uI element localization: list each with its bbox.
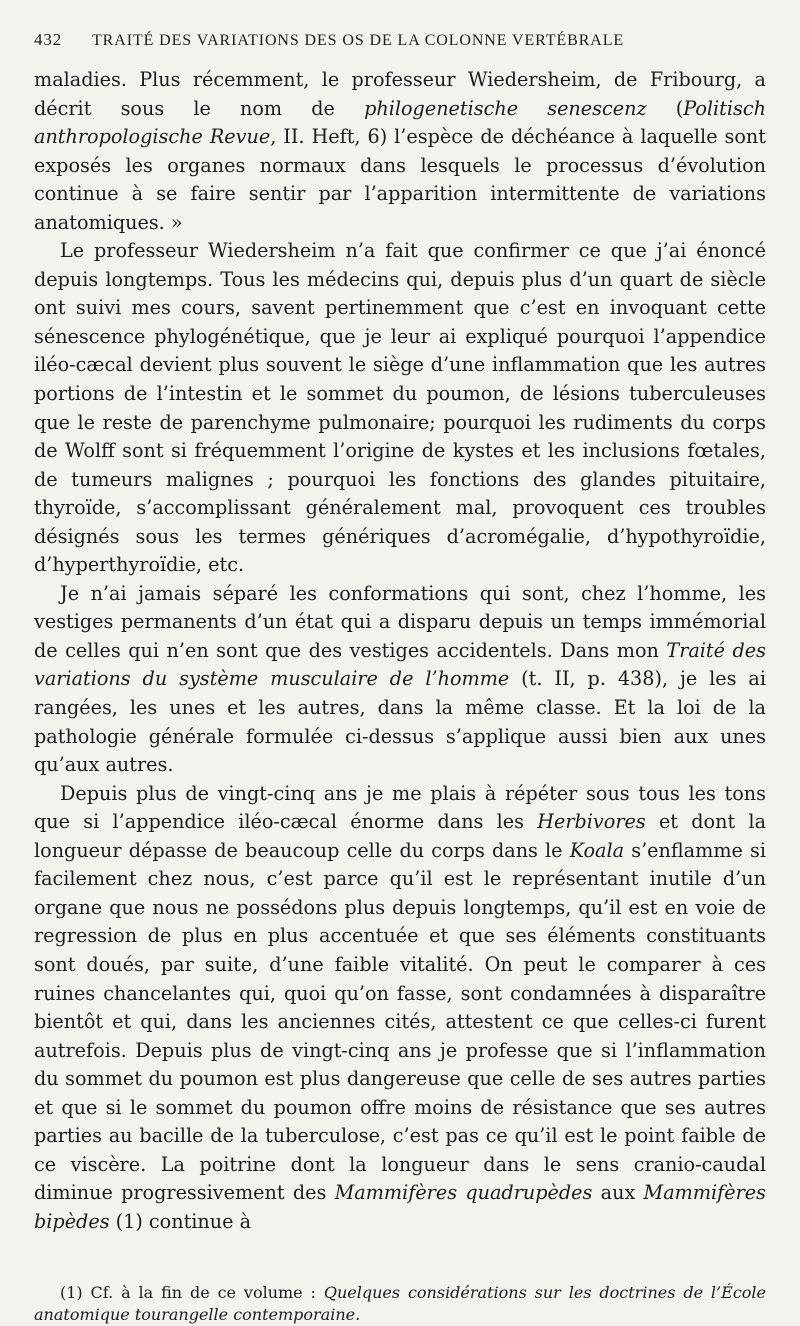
footnotes bbox=[34, 1282, 766, 1326]
text-run: Le professeur Wiedersheim n’a fait que confirmer ce que j’ai énoncé depuis longtemps. Tous les médecins qui, depuis plus d’un quart de siècle ont suivi mes cours, savent pertinemment que c’est en invoquant cette sénescence phylogénétique, que je leur ai expliqué pourquoi l’appendice iléo-cæcal devient plus souvent le siège d’une inflammation que les autres portions de l’intestin et le sommet du poumon, de lésions tuberculeuses que le reste de parenchyme pulmonaire; pourquoi les rudiments du corps de Wolff sont si fréquemment l’origine de kystes et les inclusions fœtales, de tumeurs malignes ; pourquoi les fonctions des glandes pituitaire, thyroïde, s’accomplissant généralement mal, provoquent ces troubles désignés sous les termes génériques d’acromégalie, d’hypothyroïdie, d’hyperthyroïdie, etc. bbox=[34, 239, 766, 577]
paragraph bbox=[34, 780, 766, 1237]
text-run: (1) continue à bbox=[109, 1209, 252, 1233]
footnote bbox=[34, 1282, 766, 1326]
italic-text: Quelques considérations sur les doctrines de l’École anatomique tourangelle contemporaine. bbox=[34, 1283, 766, 1325]
page-number: 432 bbox=[34, 30, 63, 49]
italic-text: Politisch anthropologische Revue bbox=[34, 96, 766, 149]
paragraph bbox=[34, 580, 766, 780]
text-run: Depuis plus de vingt-cinq ans je me plais à répéter sous tous les tons que si l’appendice iléo-cæcal énorme dans les bbox=[34, 781, 766, 834]
italic-text: Mammifères quadrupèdes bbox=[334, 1181, 593, 1205]
text-run: Je n’ai jamais séparé les conformations qui sont, chez l’homme, les vestiges permanents d’un état qui a disparu depuis un temps immémorial de celles qui n’en sont que des vestiges accidentels. Dans mon bbox=[34, 581, 766, 662]
italic-text: Traité des variations du système musculaire de l’homme bbox=[34, 638, 766, 691]
text-run: aux bbox=[592, 1181, 644, 1205]
text-run: s’enflamme si facilement chez nous, c’est parce qu’il est le représentant inutile d’un organe que nous ne possédons plus depuis longtemps, qu’il est en voie de regression de plus en plus accentuée et que ses éléments constituants sont doués, par suite, d’une faible vitalité. On peut le comparer à ces ruines chancelantes qui, quoi qu’on fasse, sont condamnées à disparaître bientôt et qui, dans les anciennes cités, attestent ce que celles-ci furent autrefois. Depuis plus de vingt-cinq ans je professe que si l’inflammation du sommet du poumon est plus dangereuse que celle de ses autres parties et que si le sommet du poumon offre moins de résistance que ses autres parties au bacille de la tuberculose, c’est pas ce qu’il est le point faible de ce viscère. La poitrine dont la longueur dans le sens cranio-caudal diminue progressivement des bbox=[34, 838, 766, 1205]
text-run: ( bbox=[646, 96, 684, 120]
text-run: (1) Cf. à la fin de ce volume : bbox=[60, 1283, 324, 1303]
body-text bbox=[34, 66, 766, 1236]
paragraph bbox=[34, 66, 766, 237]
text-run: et dont la longueur dépasse de beaucoup celle du corps dans le bbox=[34, 810, 767, 862]
running-title: TRAITÉ DES VARIATIONS DES OS DE LA COLONNE VERTÉBRALE bbox=[92, 32, 625, 49]
text-run: , II. Heft, 6) l’espèce de déchéance à laquelle sont exposés les organes normaux dans lesquels le processus d’évolution continue à se faire sentir par l’apparition intermittente de variations anatomiques. » bbox=[34, 125, 767, 234]
italic-text: Mammifères bipèdes bbox=[34, 1181, 766, 1233]
text-run: maladies. Plus récemment, le professeur Wiedersheim, de Fribourg, a décrit sous le nom de bbox=[34, 68, 766, 120]
italic-text: Koala bbox=[569, 838, 625, 862]
book-page bbox=[34, 30, 766, 1326]
italic-text: philogenetische senescenz bbox=[364, 96, 647, 120]
italic-text: Herbivores bbox=[537, 810, 646, 834]
paragraph bbox=[34, 237, 766, 580]
running-head bbox=[34, 30, 766, 60]
text-run: (t. II, p. 438), je les ai rangées, les unes et les autres, dans la même classe. Et la loi de la pathologie générale formulée ci-dessus s’applique aussi bien aux unes qu’aux autres. bbox=[34, 667, 766, 777]
